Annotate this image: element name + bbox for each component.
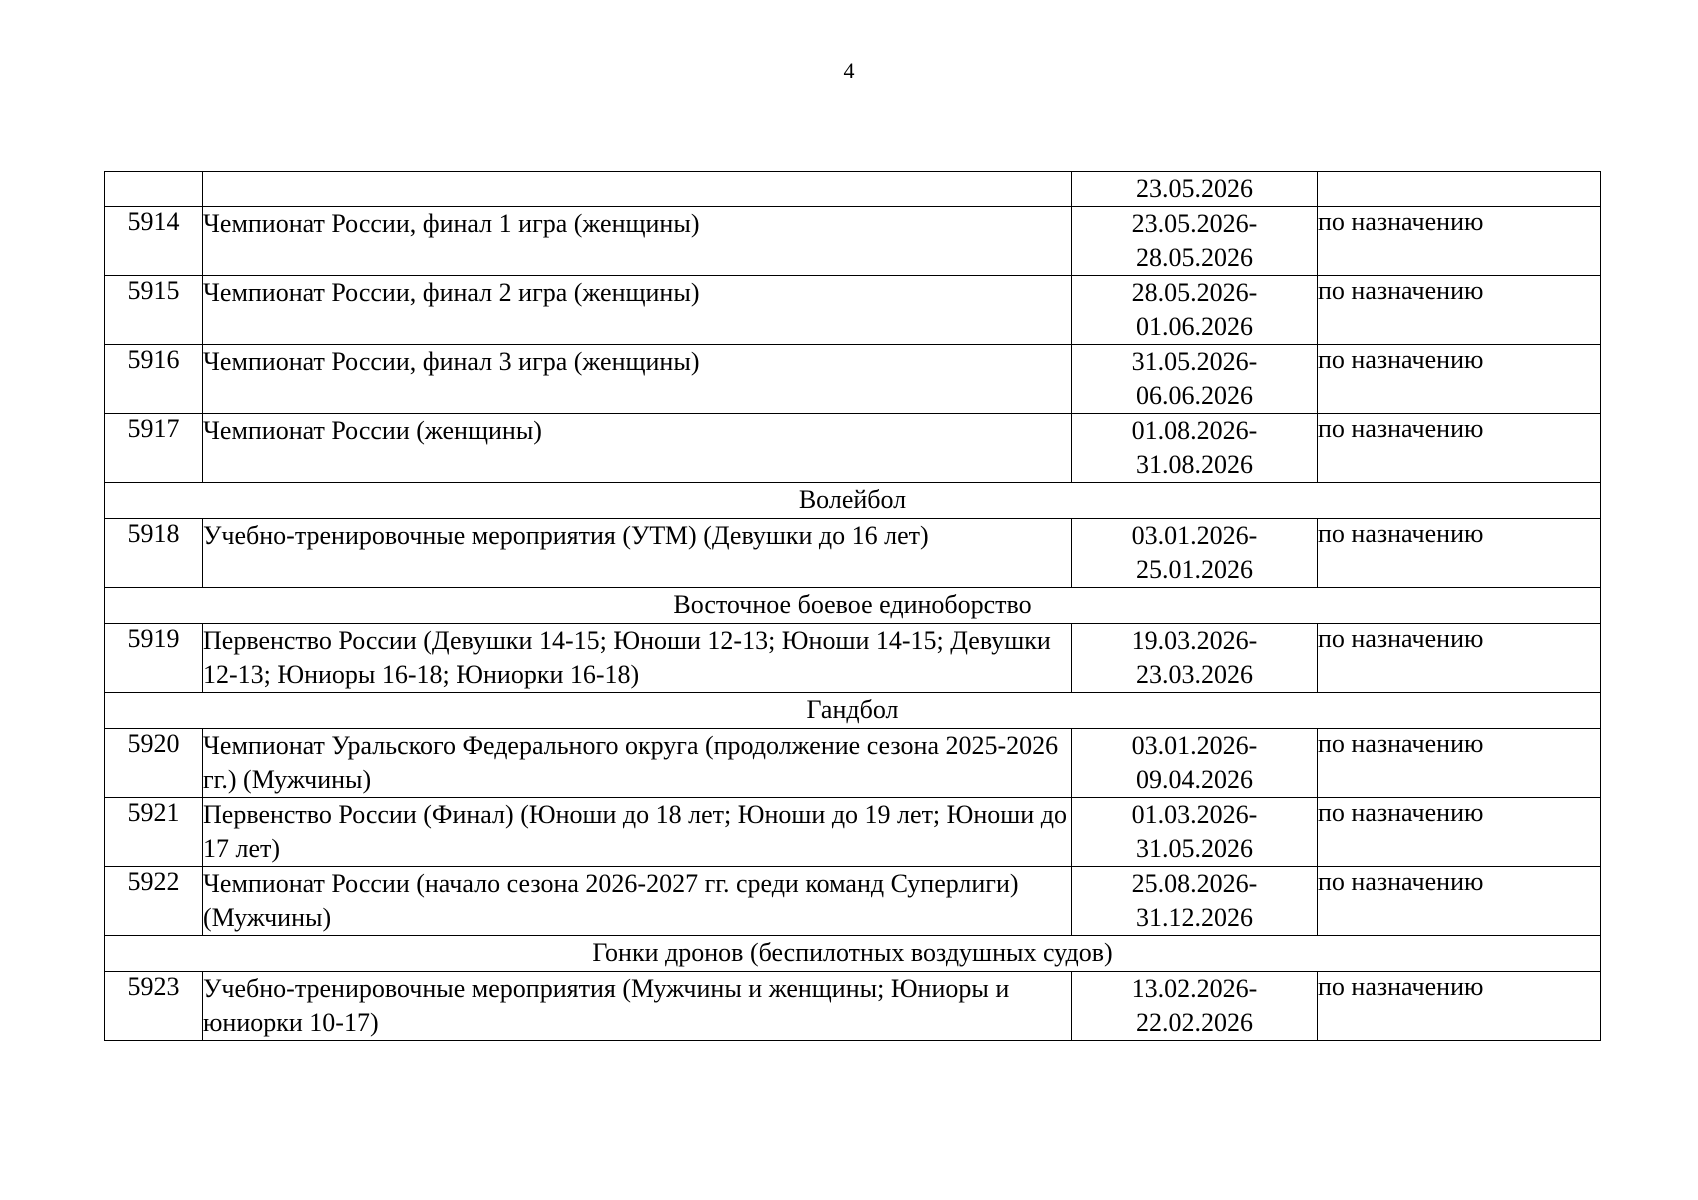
date-start: 03.01.2026- (1131, 521, 1258, 550)
event-name: Первенство России (Девушки 14-15; Юноши 12-13; Юноши 14-15; Девушки 12-13; Юниоры 16-18; Юниорки 16-18) (203, 624, 1072, 693)
event-number-cell (105, 172, 203, 207)
section-row (105, 936, 1601, 972)
event-dates (1072, 276, 1318, 345)
event-place: по назначению (1318, 345, 1601, 414)
event-place: по назначению (1318, 729, 1601, 798)
event-number: 5923 (105, 972, 203, 1041)
table-row (105, 798, 1601, 867)
table-row (105, 867, 1601, 936)
table-row (105, 624, 1601, 693)
date-start: 01.08.2026- (1131, 416, 1258, 445)
event-number: 5921 (105, 798, 203, 867)
date-start: 28.05.2026- (1131, 278, 1258, 307)
event-number: 5914 (105, 207, 203, 276)
event-place-cell (1318, 172, 1601, 207)
table-row (105, 729, 1601, 798)
section-row (105, 693, 1601, 729)
date-end: 23.05.2026 (1136, 174, 1253, 203)
table-row (105, 345, 1601, 414)
table-row (105, 414, 1601, 483)
section-title: Волейбол (105, 483, 1601, 519)
section-title: Гонки дронов (беспилотных воздушных судов) (105, 936, 1601, 972)
date-start: 23.05.2026- (1131, 209, 1258, 238)
date-start: 03.01.2026- (1131, 731, 1258, 760)
event-place: по назначению (1318, 972, 1601, 1041)
event-dates (1072, 798, 1318, 867)
event-place: по назначению (1318, 624, 1601, 693)
date-start: 13.02.2026- (1131, 974, 1258, 1003)
date-end: 31.12.2026 (1136, 903, 1253, 932)
event-name: Учебно-тренировочные мероприятия (Мужчины и женщины; Юниоры и юниорки 10-17) (203, 972, 1072, 1041)
event-dates (1072, 172, 1318, 207)
event-name: Чемпионат России, финал 3 игра (женщины) (203, 345, 1072, 414)
event-number: 5918 (105, 519, 203, 588)
event-number: 5917 (105, 414, 203, 483)
event-place: по назначению (1318, 867, 1601, 936)
table-row (105, 207, 1601, 276)
event-name: Чемпионат России (начало сезона 2026-2027 гг. среди команд Суперлиги) (Мужчины) (203, 867, 1072, 936)
table-row (105, 972, 1601, 1041)
date-end: 09.04.2026 (1136, 765, 1253, 794)
date-end: 28.05.2026 (1136, 243, 1253, 272)
date-start: 25.08.2026- (1131, 869, 1258, 898)
event-number: 5920 (105, 729, 203, 798)
date-end: 25.01.2026 (1136, 555, 1253, 584)
event-number: 5915 (105, 276, 203, 345)
event-name: Чемпионат России, финал 2 игра (женщины) (203, 276, 1072, 345)
date-start: 01.03.2026- (1131, 800, 1258, 829)
event-dates (1072, 414, 1318, 483)
event-place: по назначению (1318, 414, 1601, 483)
event-place: по назначению (1318, 798, 1601, 867)
section-title: Гандбол (105, 693, 1601, 729)
event-dates (1072, 867, 1318, 936)
section-title: Восточное боевое единоборство (105, 588, 1601, 624)
event-name: Учебно-тренировочные мероприятия (УТМ) (Девушки до 16 лет) (203, 519, 1072, 588)
event-dates (1072, 624, 1318, 693)
event-number: 5916 (105, 345, 203, 414)
event-name: Чемпионат Уральского Федерального округа (продолжение сезона 2025-2026 гг.) (Мужчины) (203, 729, 1072, 798)
date-end: 22.02.2026 (1136, 1008, 1253, 1037)
events-table (104, 171, 1601, 1041)
event-dates (1072, 519, 1318, 588)
date-start: 31.05.2026- (1131, 347, 1258, 376)
event-dates (1072, 345, 1318, 414)
event-name: Первенство России (Финал) (Юноши до 18 лет; Юноши до 19 лет; Юноши до 17 лет) (203, 798, 1072, 867)
section-row (105, 483, 1601, 519)
event-dates (1072, 729, 1318, 798)
page-number: 4 (843, 58, 855, 83)
event-name-cell (203, 172, 1072, 207)
date-end: 31.05.2026 (1136, 834, 1253, 863)
event-dates (1072, 207, 1318, 276)
table-row (105, 276, 1601, 345)
event-place: по назначению (1318, 519, 1601, 588)
date-end: 01.06.2026 (1136, 312, 1253, 341)
event-number: 5922 (105, 867, 203, 936)
event-dates (1072, 972, 1318, 1041)
date-end: 23.03.2026 (1136, 660, 1253, 689)
date-end: 31.08.2026 (1136, 450, 1253, 479)
date-start: 19.03.2026- (1131, 626, 1258, 655)
event-place: по назначению (1318, 276, 1601, 345)
table-row-continuation (105, 172, 1601, 207)
event-place: по назначению (1318, 207, 1601, 276)
table-row (105, 519, 1601, 588)
event-number: 5919 (105, 624, 203, 693)
event-name: Чемпионат России, финал 1 игра (женщины) (203, 207, 1072, 276)
event-name: Чемпионат России (женщины) (203, 414, 1072, 483)
date-end: 06.06.2026 (1136, 381, 1253, 410)
section-row (105, 588, 1601, 624)
